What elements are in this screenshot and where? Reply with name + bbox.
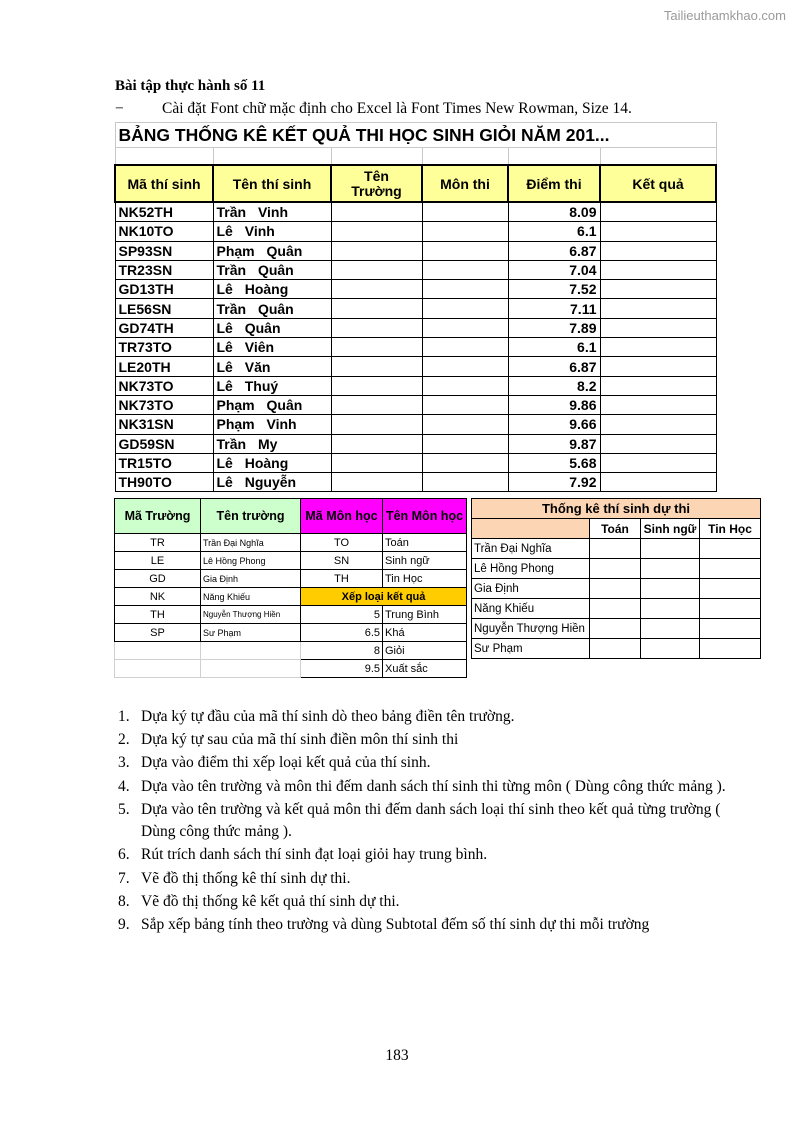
stats-count-cell xyxy=(700,619,761,639)
setup-instruction xyxy=(115,100,632,118)
school-code: SP xyxy=(115,624,201,642)
exercise-title: Bài tập thực hành số 11 xyxy=(115,78,266,94)
school-name: Gia Định xyxy=(201,570,301,588)
school-cell xyxy=(331,415,422,434)
result-cell xyxy=(600,357,716,376)
results-row xyxy=(115,222,716,241)
task-number: 3. xyxy=(118,754,130,772)
lookup-row xyxy=(115,606,467,624)
task-list xyxy=(118,706,728,937)
result-cell xyxy=(600,453,716,472)
results-table xyxy=(114,122,717,492)
subject-cell xyxy=(422,202,508,222)
candidate-code: GD59SN xyxy=(115,434,213,453)
stats-school-name: Nguyễn Thượng Hiền xyxy=(472,619,590,639)
candidate-code: LE20TH xyxy=(115,357,213,376)
subject-cell xyxy=(422,434,508,453)
stats-count-cell xyxy=(641,579,700,599)
stats-count-cell xyxy=(590,639,641,659)
candidate-name: Trần Quân xyxy=(213,299,331,318)
score-cell: 6.1 xyxy=(508,338,600,357)
school-cell xyxy=(331,338,422,357)
grade-threshold: 9.5 xyxy=(301,660,383,678)
stats-school-name: Trần Đại Nghĩa xyxy=(472,539,590,559)
results-row xyxy=(115,473,716,492)
header-ten-mon-hoc: Tên Môn học xyxy=(383,499,467,534)
header-ten-truong-lookup: Tên trường xyxy=(201,499,301,534)
stats-count-cell xyxy=(700,599,761,619)
grade-threshold: 6.5 xyxy=(301,624,383,642)
school-cell xyxy=(331,395,422,414)
task-text: Dựa vào tên trường và kết quả môn thi đếm danh sách loại thí sinh theo kết quả từng trường ( Dùng công thức mảng ). xyxy=(141,800,721,841)
result-cell xyxy=(600,395,716,414)
school-name: Năng Khiếu xyxy=(201,588,301,606)
stats-count-cell xyxy=(590,539,641,559)
subject-cell xyxy=(422,338,508,357)
candidate-name: Lê Vinh xyxy=(213,222,331,241)
task-text: Rút trích danh sách thí sinh đạt loại giỏi hay trung bình. xyxy=(141,846,488,864)
task-item xyxy=(118,799,728,844)
school-cell xyxy=(331,473,422,492)
result-cell xyxy=(600,202,716,222)
stats-col-tin-hoc: Tin Học xyxy=(700,519,761,539)
stats-school-name: Lê Hồng Phong xyxy=(472,559,590,579)
candidate-code: TH90TO xyxy=(115,473,213,492)
result-cell xyxy=(600,222,716,241)
school-name: Lê Hồng Phong xyxy=(201,552,301,570)
grade-scale-title: Xếp loại kết quả xyxy=(301,588,467,606)
score-cell: 7.89 xyxy=(508,318,600,337)
subject-cell xyxy=(422,260,508,279)
stats-row xyxy=(472,539,761,559)
results-row xyxy=(115,357,716,376)
candidate-name: Trần Quân xyxy=(213,260,331,279)
stats-count-cell xyxy=(700,579,761,599)
results-row xyxy=(115,260,716,279)
stats-title: Thống kê thí sinh dự thi xyxy=(472,499,761,519)
task-number: 1. xyxy=(118,708,130,725)
task-text: Dựa vào điểm thi xếp loại kết quả của thí sinh. xyxy=(141,754,431,772)
score-cell: 7.11 xyxy=(508,299,600,318)
score-cell: 7.92 xyxy=(508,473,600,492)
school-name: Nguyễn Thượng Hiền xyxy=(201,606,301,624)
candidate-name: Phạm Quân xyxy=(213,395,331,414)
header-ma-thi-sinh: Mã thí sinh xyxy=(115,165,213,202)
results-row xyxy=(115,202,716,222)
header-mon-thi: Môn thi xyxy=(422,165,508,202)
subject-cell xyxy=(422,415,508,434)
subject-cell xyxy=(422,453,508,472)
subject-cell xyxy=(422,473,508,492)
stats-count-cell xyxy=(700,539,761,559)
task-number: 6. xyxy=(118,846,130,864)
school-cell xyxy=(331,202,422,222)
results-row xyxy=(115,376,716,395)
candidate-code: LE56SN xyxy=(115,299,213,318)
header-ma-truong: Mã Trường xyxy=(115,499,201,534)
candidate-code: NK31SN xyxy=(115,415,213,434)
school-code: TH xyxy=(115,606,201,624)
stats-table xyxy=(471,498,761,659)
stats-row xyxy=(472,579,761,599)
candidate-name: Lê Nguyễn xyxy=(213,473,331,492)
subject-name: Tin Học xyxy=(383,570,467,588)
candidate-name: Trần Vinh xyxy=(213,202,331,222)
school-cell xyxy=(331,357,422,376)
stats-row xyxy=(472,599,761,619)
score-cell: 7.04 xyxy=(508,260,600,279)
watermark: Tailieuthamkhao.com xyxy=(663,8,786,23)
task-item xyxy=(118,706,728,729)
stats-row xyxy=(472,619,761,639)
subject-code: TO xyxy=(301,534,383,552)
result-cell xyxy=(600,434,716,453)
lookup-table xyxy=(114,498,467,678)
lookup-row xyxy=(115,534,467,552)
subject-cell xyxy=(422,299,508,318)
results-row xyxy=(115,434,716,453)
candidate-name: Lê Thuý xyxy=(213,376,331,395)
stats-count-cell xyxy=(590,599,641,619)
score-cell: 9.87 xyxy=(508,434,600,453)
subject-cell xyxy=(422,357,508,376)
task-number: 5. xyxy=(118,800,130,818)
stats-count-cell xyxy=(590,559,641,579)
score-cell: 6.87 xyxy=(508,357,600,376)
results-title-row xyxy=(115,123,716,148)
candidate-code: SP93SN xyxy=(115,241,213,260)
candidate-code: NK73TO xyxy=(115,376,213,395)
candidate-name: Trần My xyxy=(213,434,331,453)
subject-cell xyxy=(422,241,508,260)
subject-cell xyxy=(422,280,508,299)
grade-label: Xuất sắc xyxy=(383,660,467,678)
grade-label: Trung Bình xyxy=(383,606,467,624)
score-cell: 5.68 xyxy=(508,453,600,472)
stats-count-cell xyxy=(641,619,700,639)
stats-col-sinh-ngu: Sinh ngữ xyxy=(641,519,700,539)
result-cell xyxy=(600,415,716,434)
result-cell xyxy=(600,280,716,299)
result-cell xyxy=(600,338,716,357)
task-text: Sắp xếp bảng tính theo trường và dùng Subtotal đếm số thí sinh dự thi mỗi trường xyxy=(141,916,650,933)
school-cell xyxy=(331,241,422,260)
candidate-code: TR73TO xyxy=(115,338,213,357)
result-cell xyxy=(600,473,716,492)
score-cell: 8.2 xyxy=(508,376,600,395)
school-code: TR xyxy=(115,534,201,552)
school-code: GD xyxy=(115,570,201,588)
results-row xyxy=(115,241,716,260)
school-cell xyxy=(331,299,422,318)
results-row xyxy=(115,453,716,472)
subject-name: Sinh ngữ xyxy=(383,552,467,570)
stats-title-row xyxy=(472,499,761,519)
subject-cell xyxy=(422,318,508,337)
school-cell xyxy=(331,376,422,395)
result-cell xyxy=(600,299,716,318)
stats-row xyxy=(472,639,761,659)
school-cell xyxy=(331,318,422,337)
task-item xyxy=(118,891,728,914)
stats-count-cell xyxy=(700,639,761,659)
results-row xyxy=(115,415,716,434)
task-number: 7. xyxy=(118,869,130,887)
task-text: Vẽ đồ thị thống kê kết quả thí sinh dự thi. xyxy=(141,892,400,910)
stats-count-cell xyxy=(641,599,700,619)
results-header-row xyxy=(115,165,716,202)
candidate-name: Lê Viên xyxy=(213,338,331,357)
task-text: Dựa ký tự đầu của mã thí sinh dò theo bảng điền tên trường. xyxy=(141,708,515,725)
candidate-code: NK10TO xyxy=(115,222,213,241)
candidate-name: Lê Hoàng xyxy=(213,453,331,472)
stats-row xyxy=(472,559,761,579)
school-cell xyxy=(331,222,422,241)
header-ket-qua: Kết quả xyxy=(600,165,716,202)
task-number: 4. xyxy=(118,777,130,795)
result-cell xyxy=(600,241,716,260)
results-row xyxy=(115,318,716,337)
stats-count-cell xyxy=(590,619,641,639)
task-number: 9. xyxy=(118,916,130,933)
stats-count-cell xyxy=(641,539,700,559)
score-cell: 7.52 xyxy=(508,280,600,299)
header-ma-mon-hoc: Mã Môn học xyxy=(301,499,383,534)
score-cell: 6.1 xyxy=(508,222,600,241)
candidate-code: NK73TO xyxy=(115,395,213,414)
score-cell: 9.86 xyxy=(508,395,600,414)
lookup-row xyxy=(115,588,467,606)
candidate-name: Phạm Vinh xyxy=(213,415,331,434)
candidate-code: GD13TH xyxy=(115,280,213,299)
task-item xyxy=(118,752,728,775)
task-text: Dựa vào tên trường và môn thi đếm danh sách thí sinh thi từng môn ( Dùng công thức mảng ). xyxy=(141,777,726,795)
task-text: Vẽ đồ thị thống kê thí sinh dự thi. xyxy=(141,869,351,887)
stats-school-name: Sư Phạm xyxy=(472,639,590,659)
school-name: Trần Đại Nghĩa xyxy=(201,534,301,552)
subject-cell xyxy=(422,395,508,414)
score-cell: 6.87 xyxy=(508,241,600,260)
results-row xyxy=(115,395,716,414)
lookup-row xyxy=(115,570,467,588)
page-number: 183 xyxy=(385,1047,409,1064)
stats-count-cell xyxy=(641,639,700,659)
lookup-row xyxy=(115,624,467,642)
stats-col-toan: Toán xyxy=(590,519,641,539)
results-row xyxy=(115,280,716,299)
task-item xyxy=(118,776,728,799)
blank-row xyxy=(115,148,716,166)
score-cell: 9.66 xyxy=(508,415,600,434)
results-table-title: BẢNG THỐNG KÊ KẾT QUẢ THI HỌC SINH GIỎI NĂM 201... xyxy=(115,123,716,148)
lookup-row xyxy=(115,552,467,570)
school-cell xyxy=(331,280,422,299)
lookup-row xyxy=(115,642,467,660)
header-diem-thi: Điểm thi xyxy=(508,165,600,202)
candidate-code: TR15TO xyxy=(115,453,213,472)
candidate-name: Phạm Quân xyxy=(213,241,331,260)
task-item xyxy=(118,844,728,867)
result-cell xyxy=(600,318,716,337)
candidate-name: Lê Quân xyxy=(213,318,331,337)
grade-label: Giỏi xyxy=(383,642,467,660)
grade-threshold: 8 xyxy=(301,642,383,660)
setup-text: Cài đặt Font chữ mặc định cho Excel là Font Times New Rowman, Size 14. xyxy=(162,100,632,117)
stats-count-cell xyxy=(641,559,700,579)
subject-cell xyxy=(422,376,508,395)
task-number: 2. xyxy=(118,731,130,749)
school-cell xyxy=(331,434,422,453)
header-ten-truong: Tên Trường xyxy=(331,165,422,202)
score-cell: 8.09 xyxy=(508,202,600,222)
candidate-name: Lê Hoàng xyxy=(213,280,331,299)
candidate-code: NK52TH xyxy=(115,202,213,222)
task-item xyxy=(118,729,728,752)
results-row xyxy=(115,338,716,357)
school-name: Sư Phạm xyxy=(201,624,301,642)
school-code: NK xyxy=(115,588,201,606)
subject-name: Toán xyxy=(383,534,467,552)
grade-label: Khá xyxy=(383,624,467,642)
result-cell xyxy=(600,260,716,279)
task-item xyxy=(118,868,728,891)
candidate-name: Lê Văn xyxy=(213,357,331,376)
subject-code: SN xyxy=(301,552,383,570)
task-text: Dựa ký tự sau của mã thí sinh điền môn thí sinh thi xyxy=(141,731,459,749)
grade-threshold: 5 xyxy=(301,606,383,624)
results-row xyxy=(115,299,716,318)
subject-code: TH xyxy=(301,570,383,588)
task-number: 8. xyxy=(118,892,130,910)
candidate-code: TR23SN xyxy=(115,260,213,279)
stats-count-cell xyxy=(700,559,761,579)
stats-header-row xyxy=(472,519,761,539)
task-item xyxy=(118,914,728,937)
header-ten-thi-sinh: Tên thí sinh xyxy=(213,165,331,202)
lookup-row xyxy=(115,660,467,678)
school-code: LE xyxy=(115,552,201,570)
school-cell xyxy=(331,453,422,472)
school-cell xyxy=(331,260,422,279)
lookup-header-row xyxy=(115,499,467,534)
stats-school-name: Gia Định xyxy=(472,579,590,599)
bullet-dash: − xyxy=(115,100,124,117)
candidate-code: GD74TH xyxy=(115,318,213,337)
subject-cell xyxy=(422,222,508,241)
stats-count-cell xyxy=(590,579,641,599)
stats-school-name: Năng Khiếu xyxy=(472,599,590,619)
result-cell xyxy=(600,376,716,395)
